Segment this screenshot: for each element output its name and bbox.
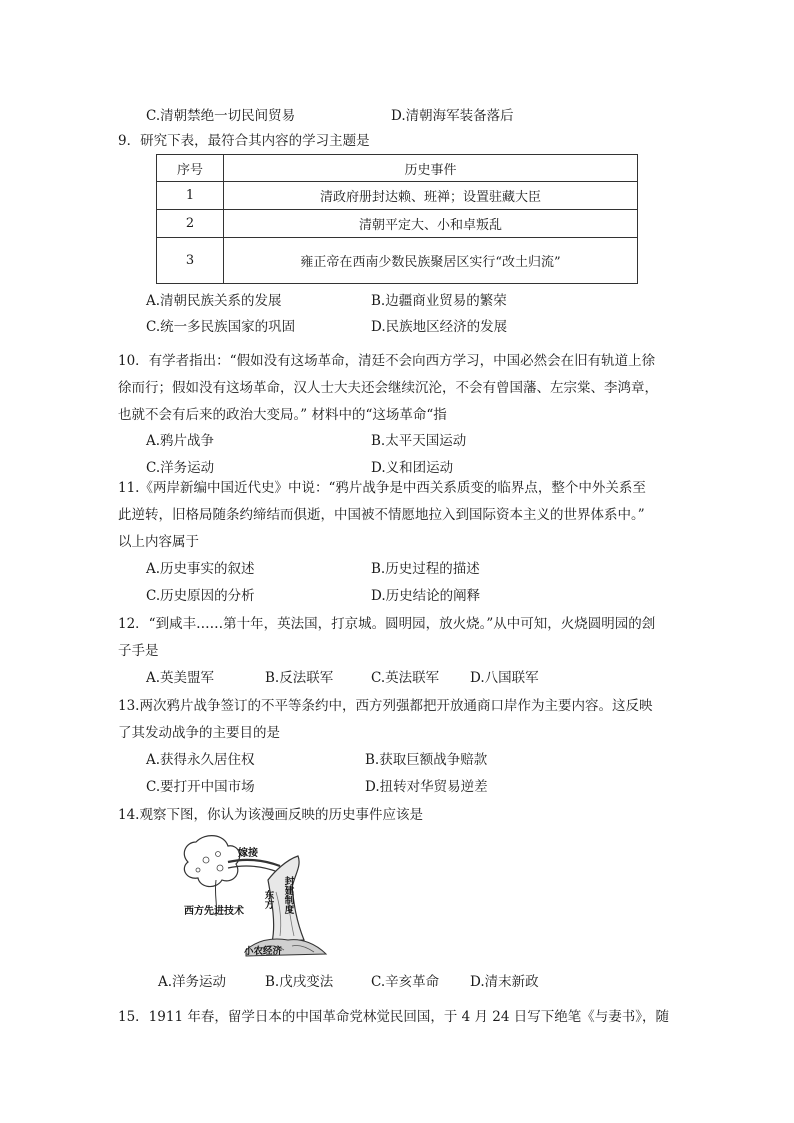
q11-option-d: D.历史结论的阐释: [371, 588, 481, 604]
q13-option-d: D.扭转对华贸易逆差: [365, 779, 488, 795]
label-graft: 嫁接: [238, 848, 258, 859]
label-feudal: 封建制度: [282, 876, 294, 914]
q14-option-c: C.辛亥革命: [371, 974, 440, 990]
q11-option-c: C.历史原因的分析: [146, 588, 255, 604]
q14-option-d: D.清末新政: [470, 974, 539, 990]
table-cell: 1: [157, 182, 224, 210]
q13-line-2: 了其发动战争的主要目的是: [118, 725, 280, 741]
table-row: [157, 210, 638, 238]
q9-option-a: A.清朝民族关系的发展: [146, 293, 282, 309]
q11-line-3: 以上内容属于: [118, 534, 199, 550]
q10-option-a: A.鸦片战争: [146, 433, 215, 449]
q9-option-c: C.统一多民族国家的巩固: [146, 319, 296, 335]
q11-option-b: B.历史过程的描述: [371, 561, 480, 577]
q11-line-1: 11.《两岸新编中国近代史》中说：“鸦片战争是中西关系质变的临界点，整个中外关系至: [118, 480, 646, 496]
q14-stem: 14.观察下图，你认为该漫画反映的历史事件应该是: [118, 807, 423, 823]
table-cell: 雍正帝在西南少数民族聚居区实行“改土归流”: [224, 238, 638, 284]
table-row: [157, 238, 638, 284]
q8-option-c: C.清朝禁绝一切民间贸易: [146, 108, 296, 124]
q9-table: [156, 154, 638, 284]
q9-option-b: B.边疆商业贸易的繁荣: [371, 293, 507, 309]
q14-option-a: A.洋务运动: [158, 974, 227, 990]
q13-option-c: C.要打开中国市场: [146, 779, 255, 795]
q15-line-1: 15．1911 年春，留学日本的中国革命党林觉民回国，于 4 月 24 日写下绝笔《与妻书》，随: [118, 1009, 670, 1025]
q13-line-1: 13.两次鸦片战争签订的不平等条约中，西方列强都把开放通商口岸作为主要内容。这反映: [118, 698, 653, 714]
q13-option-a: A.获得永久居住权: [146, 752, 255, 768]
table-cell: 清朝平定大、小和卓叛乱: [224, 210, 638, 238]
q8-option-d: D.清朝海军装备落后: [391, 108, 514, 124]
q14-option-b: B.戊戌变法: [265, 974, 334, 990]
q13-option-b: B.获取巨额战争赔款: [365, 752, 488, 768]
q12-option-d: D.八国联军: [470, 670, 539, 686]
q10-line-1: 10．有学者指出：“假如没有这场革命，清廷不会向西方学习，中国必然会在旧有轨道上徐: [118, 353, 656, 369]
q10-option-d: D.义和团运动: [371, 460, 454, 476]
q10-line-3: 也就不会有后来的政治大变局。” 材料中的“这场革命“指: [118, 407, 447, 423]
q12-option-c: C.英法联军: [371, 670, 440, 686]
table-header-event: 历史事件: [224, 155, 638, 182]
q9-stem: 9．研究下表，最符合其内容的学习主题是: [118, 133, 370, 149]
q12-option-a: A.英美盟军: [146, 670, 215, 686]
table-cell: 清政府册封达赖、班禅；设置驻藏大臣: [224, 182, 638, 210]
table-row: [157, 182, 638, 210]
cartoon-illustration: [176, 832, 336, 962]
q12-line-2: 子手是: [118, 643, 159, 659]
q10-option-b: B.太平天国运动: [371, 433, 467, 449]
q10-line-2: 徐而行；假如没有这场革命，汉人士大夫还会继续沉沦，不会有曾国藩、左宗棠、李鸿章，: [118, 380, 658, 396]
q9-option-d: D.民族地区经济的发展: [371, 319, 508, 335]
q10-option-c: C.洋务运动: [146, 460, 215, 476]
table-cell: 3: [157, 238, 224, 284]
q11-line-2: 此逆转，旧格局随条约缔结而倶逝，中国被不情愿地拉入到国际资本主义的世界体系中。”: [118, 507, 645, 523]
q12-option-b: B.反法联军: [265, 670, 334, 686]
label-western-tech: 西方先进技术: [184, 906, 244, 917]
label-east: 东方: [262, 890, 274, 909]
label-small-peasant: 小农经济: [244, 946, 283, 957]
table-cell: 2: [157, 210, 224, 238]
q12-line-1: 12．“到咸丰……第十年，英法国，打京城。圆明园，放火烧。”从中可知，火烧圆明园的刽: [118, 616, 656, 632]
q11-option-a: A.历史事实的叙述: [146, 561, 255, 577]
table-header-index: 序号: [157, 155, 224, 182]
